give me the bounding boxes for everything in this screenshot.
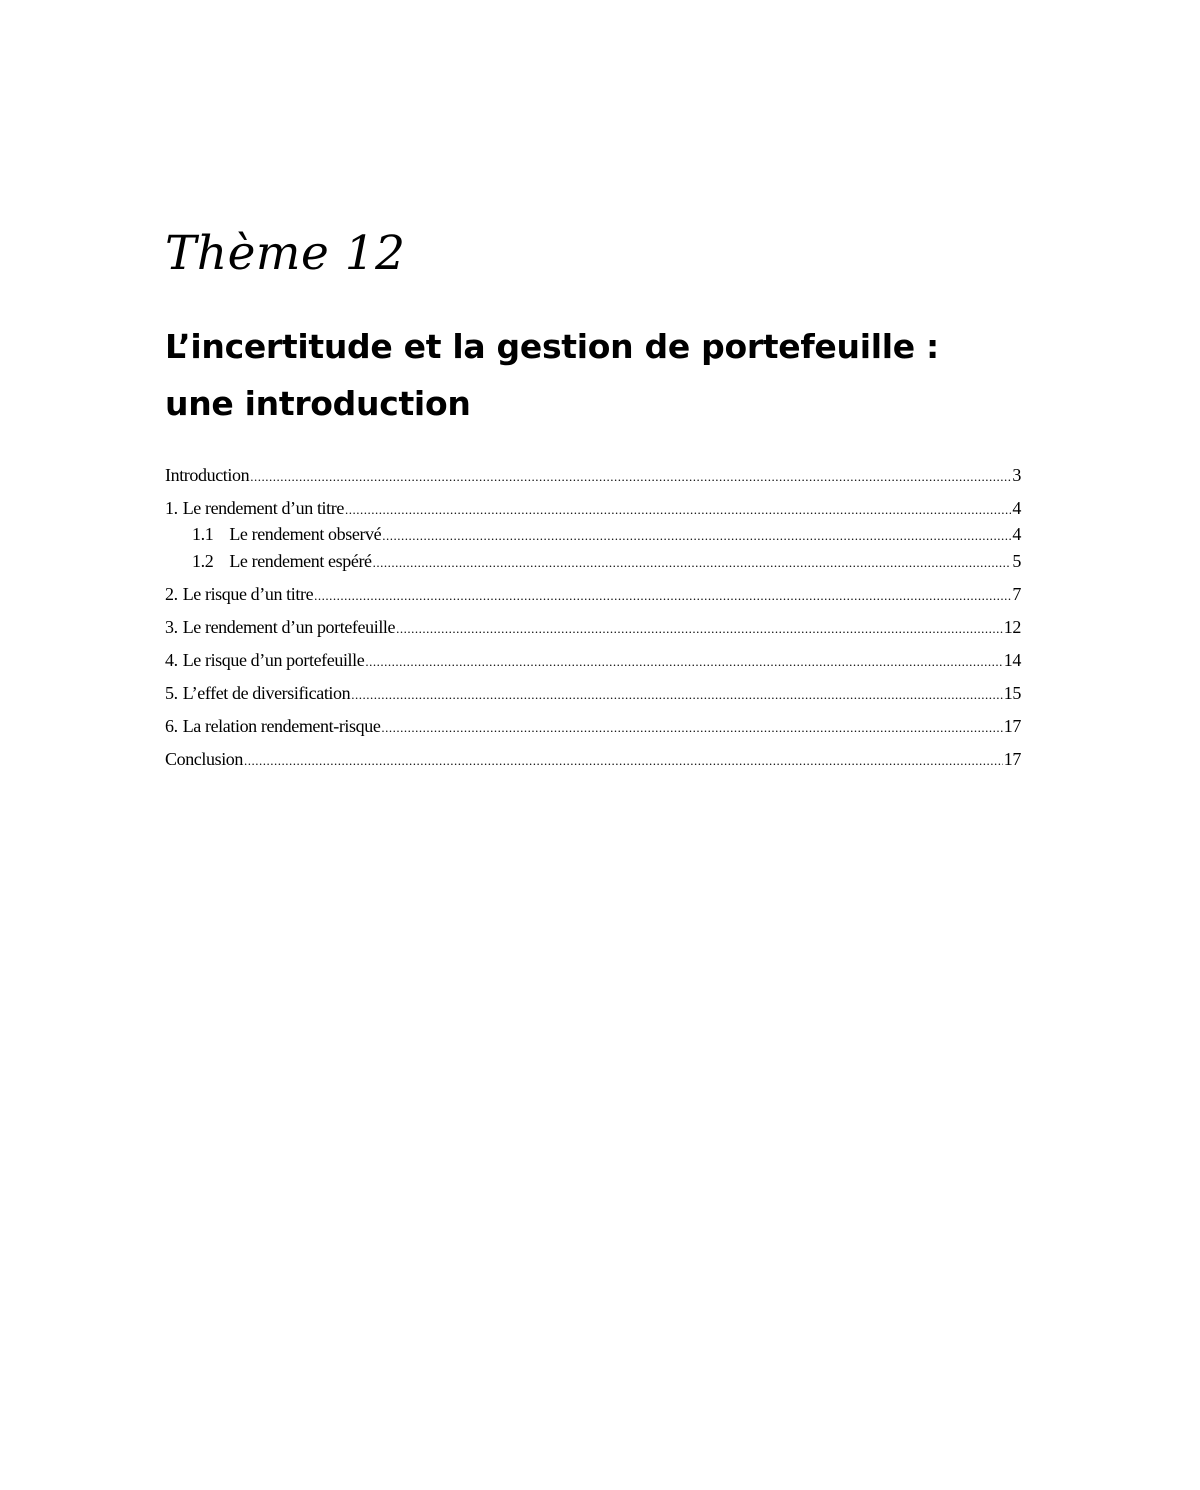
toc-dot-leader: [351, 682, 1003, 708]
toc-entry-section-2[interactable]: [165, 581, 1021, 607]
toc-entry-label: Introduction: [165, 465, 250, 485]
toc-entry-label: Le rendement observé: [229, 524, 382, 544]
toc-dot-leader: [373, 550, 1012, 576]
toc-entry-page: 4: [1012, 524, 1021, 544]
toc-entry-page: 5: [1012, 551, 1021, 571]
toc-entry-page: 17: [1003, 749, 1021, 769]
toc-entry-number: 1.: [165, 498, 178, 518]
toc-dot-leader: [365, 649, 1002, 675]
toc-entry-page: 7: [1012, 584, 1021, 604]
toc-entry-label: Le rendement d’un portefeuille: [182, 617, 396, 637]
toc-entry-page: 17: [1003, 716, 1021, 736]
toc-entry-number: 2.: [165, 584, 178, 604]
toc-entry-page: 4: [1012, 498, 1021, 518]
toc-entry-number: 4.: [165, 650, 178, 670]
toc-dot-leader: [382, 523, 1011, 549]
toc-entry-label: L’effet de diversification: [182, 683, 351, 703]
toc-entry-label: Le risque d’un titre: [182, 584, 314, 604]
toc-entry-conclusion[interactable]: [165, 746, 1021, 772]
toc-entry-number: 6.: [165, 716, 178, 736]
theme-number-heading: Thème 12: [165, 226, 406, 281]
toc-entry-label: La relation rendement-risque: [182, 716, 381, 736]
toc-entry-number: 3.: [165, 617, 178, 637]
toc-dot-leader: [244, 748, 1003, 774]
toc-entry-label: Le risque d’un portefeuille: [182, 650, 365, 670]
toc-dot-leader: [381, 715, 1002, 741]
toc-entry-label: Le rendement espéré: [229, 551, 372, 571]
toc-dot-leader: [345, 497, 1011, 523]
toc-entry-section-6[interactable]: [165, 713, 1021, 739]
chapter-title-line-1: L’incertitude et la gestion de portefeuille :: [165, 327, 939, 366]
toc-entry-label: Le rendement d’un titre: [182, 498, 344, 518]
toc-entry-section-4[interactable]: [165, 647, 1021, 673]
toc-entry-page: 15: [1003, 683, 1021, 703]
toc-entry-page: 12: [1003, 617, 1021, 637]
toc-entry-number: 1.2: [192, 551, 214, 571]
toc-entry-section-1-2[interactable]: [165, 548, 1021, 574]
toc-entry-label: Conclusion: [165, 749, 244, 769]
chapter-title-line-2: une introduction: [165, 384, 471, 423]
table-of-contents: [165, 462, 1021, 779]
toc-entry-introduction[interactable]: [165, 462, 1021, 488]
chapter-title: [165, 318, 939, 432]
toc-entry-number: 5.: [165, 683, 178, 703]
toc-entry-section-1[interactable]: [165, 495, 1021, 521]
toc-dot-leader: [250, 464, 1011, 490]
toc-dot-leader: [314, 583, 1011, 609]
toc-dot-leader: [396, 616, 1003, 642]
toc-entry-section-3[interactable]: [165, 614, 1021, 640]
toc-entry-number: 1.1: [192, 524, 214, 544]
toc-entry-page: 3: [1012, 465, 1021, 485]
toc-entry-section-5[interactable]: [165, 680, 1021, 706]
toc-entry-section-1-1[interactable]: [165, 521, 1021, 547]
toc-entry-page: 14: [1003, 650, 1021, 670]
